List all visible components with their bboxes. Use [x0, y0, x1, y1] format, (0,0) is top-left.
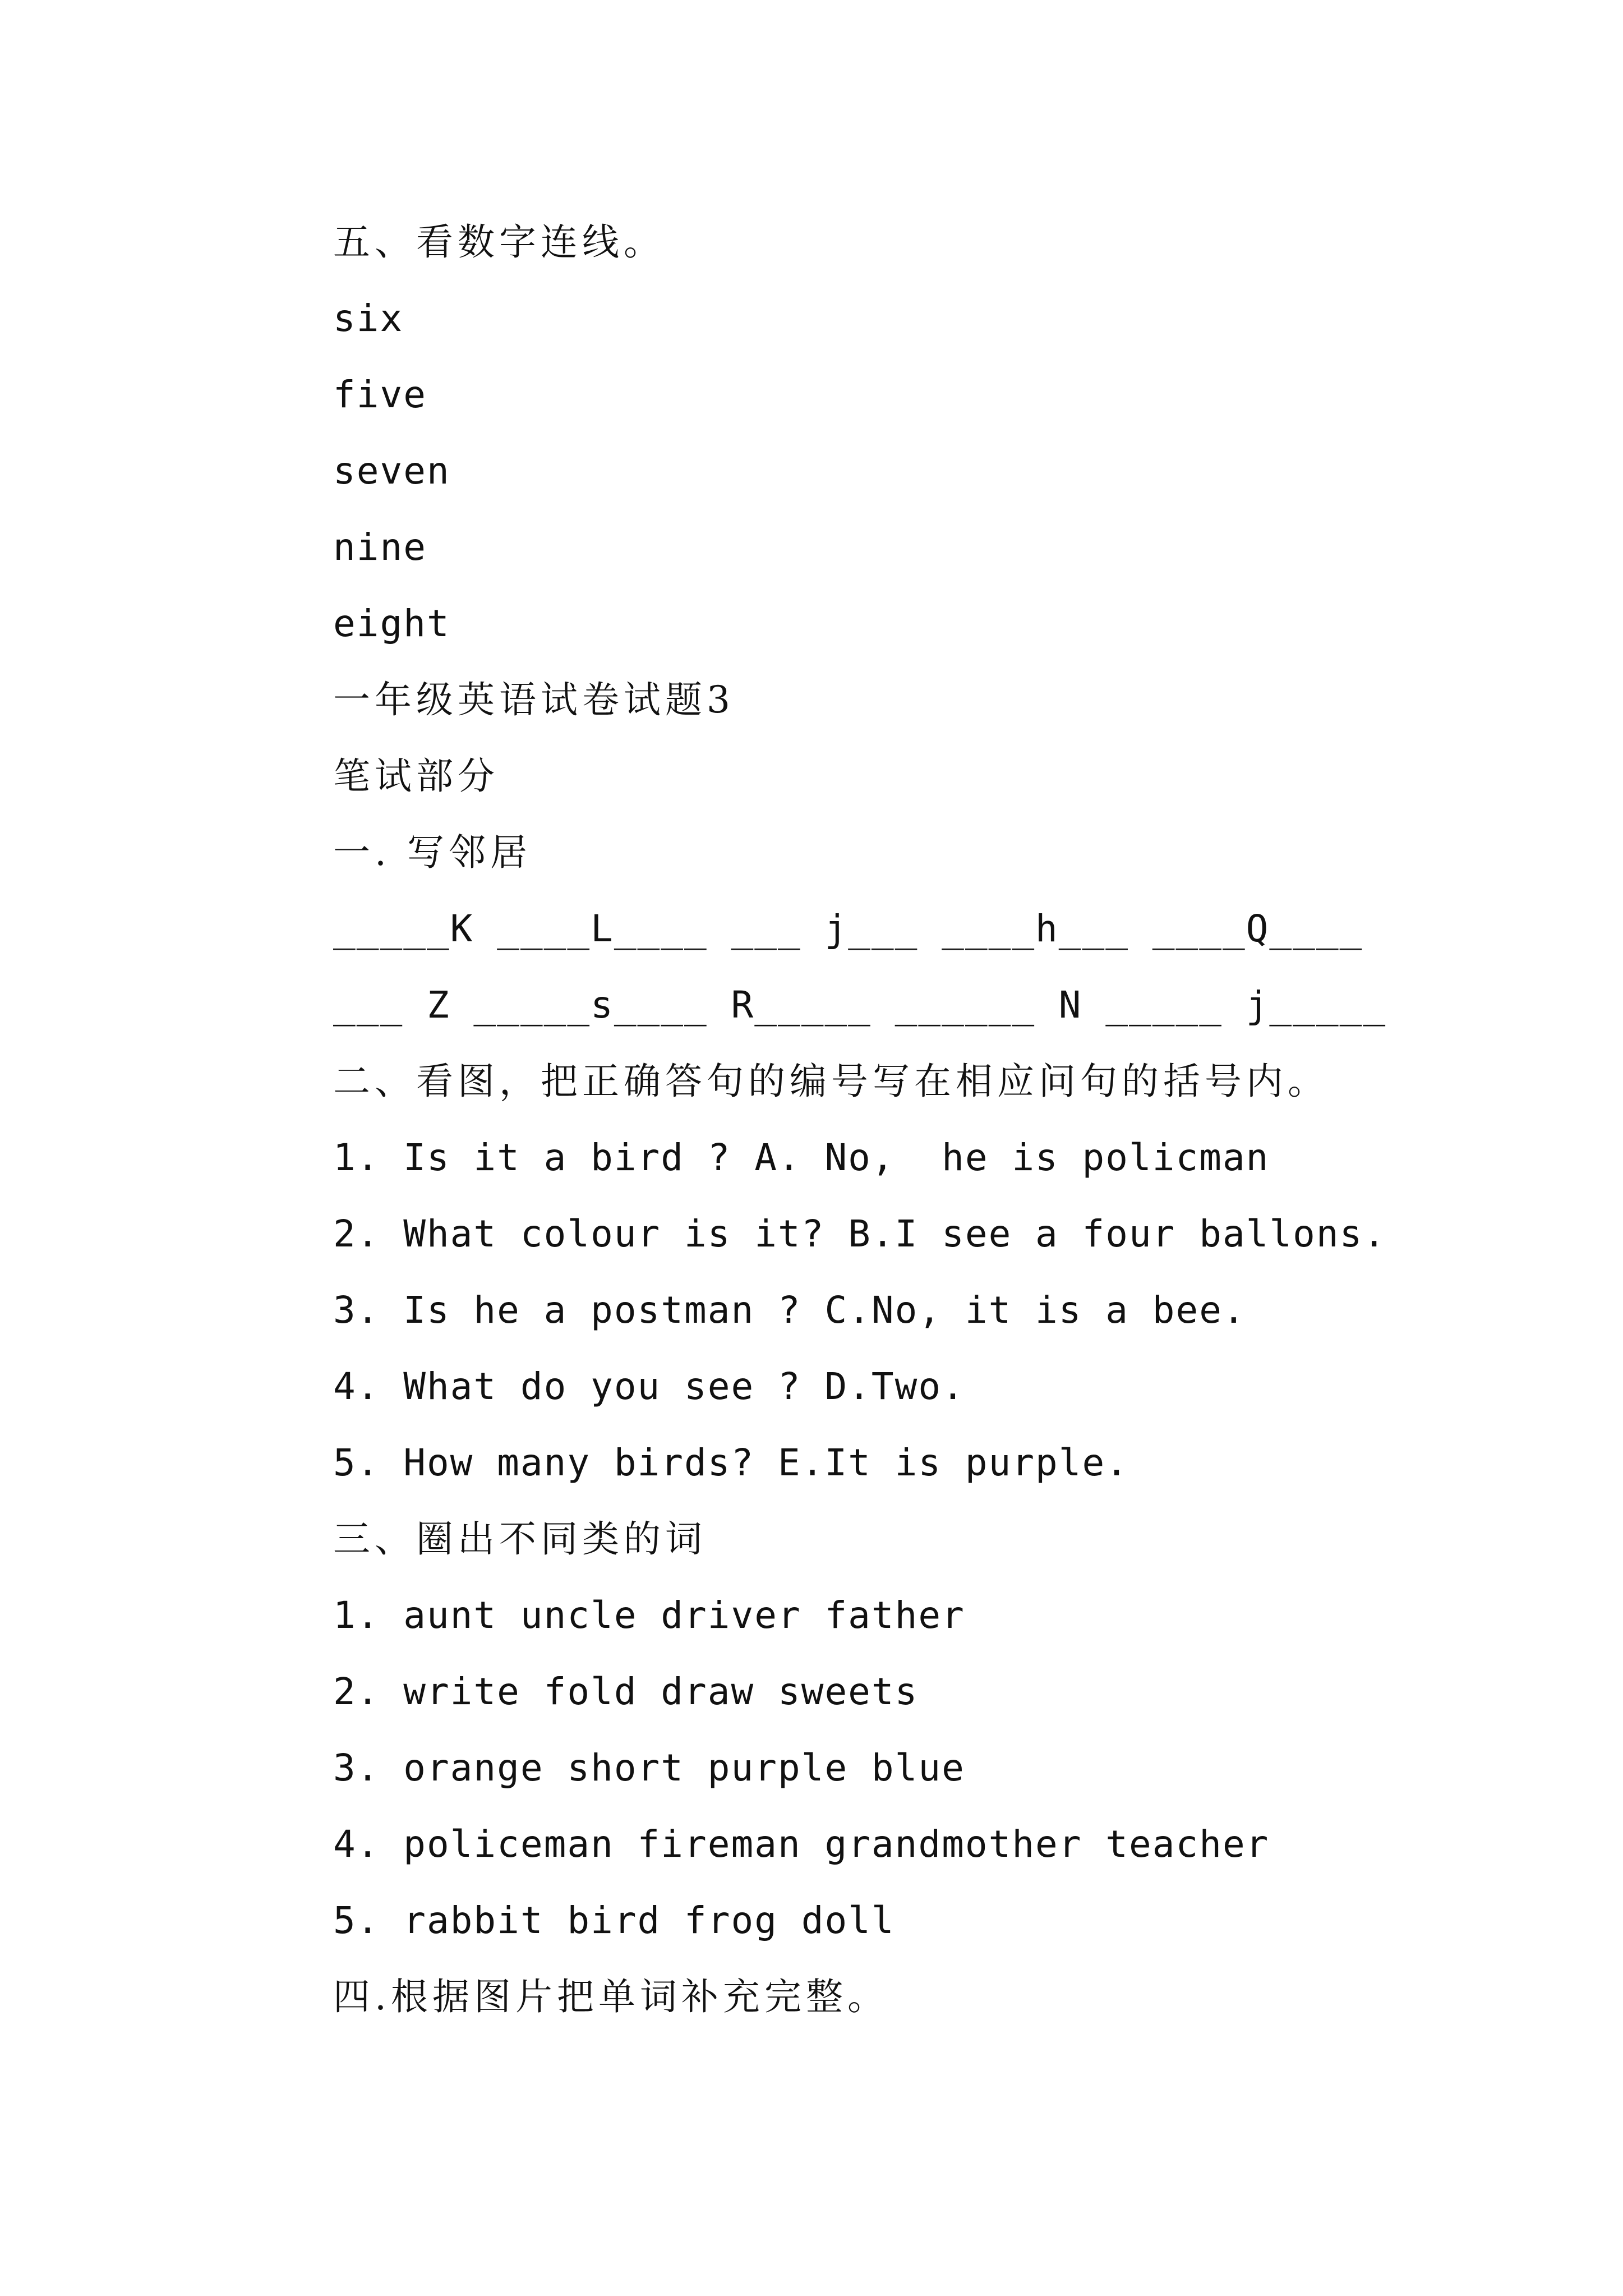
number-word-six: six — [333, 297, 404, 340]
q3-item-2: 2. write fold draw sweets — [333, 1670, 919, 1713]
q1-letters-row-1: _____K ____L____ ___ j___ ____h___ ____Q____ — [333, 907, 1363, 950]
paper-subtitle: 笔试部分 — [333, 754, 499, 798]
q3-item-3: 3. orange short purple blue — [333, 1746, 965, 1789]
q2-title: 二、看图，把正确答句的编号写在相应问句的括号内。 — [333, 1060, 1329, 1103]
q1-letters-row-2: ___ Z _____s____ R_____ ______ N _____ j_____ — [333, 983, 1387, 1027]
q1-title: 一. 写邻居 — [333, 831, 532, 874]
q3-item-5: 5. rabbit bird frog doll — [333, 1899, 895, 1942]
q3-item-1: 1. aunt uncle driver father — [333, 1594, 965, 1637]
q3-title: 三、圈出不同类的词 — [333, 1517, 707, 1561]
q2-item-5: 5. How many birds? E.It is purple. — [333, 1441, 1129, 1484]
q4-title: 四.根据图片把单词补充完整。 — [333, 1975, 889, 2018]
q2-item-4: 4. What do you see ? D.Two. — [333, 1365, 965, 1408]
number-word-seven: seven — [333, 449, 450, 493]
q2-item-2: 2. What colour is it? B.I see a four ballons. — [333, 1212, 1387, 1255]
number-word-nine: nine — [333, 526, 427, 569]
section5-title: 五、看数字连线。 — [333, 220, 665, 264]
number-word-five: five — [333, 373, 427, 416]
paper-title: 一年级英语试卷试题3 — [333, 678, 735, 721]
q2-item-1: 1. Is it a bird ? A. No, he is policman — [333, 1136, 1270, 1179]
q2-item-3: 3. Is he a postman ? C.No, it is a bee. — [333, 1289, 1246, 1332]
q3-item-4: 4. policeman fireman grandmother teacher — [333, 1823, 1270, 1866]
number-word-eight: eight — [333, 602, 450, 645]
